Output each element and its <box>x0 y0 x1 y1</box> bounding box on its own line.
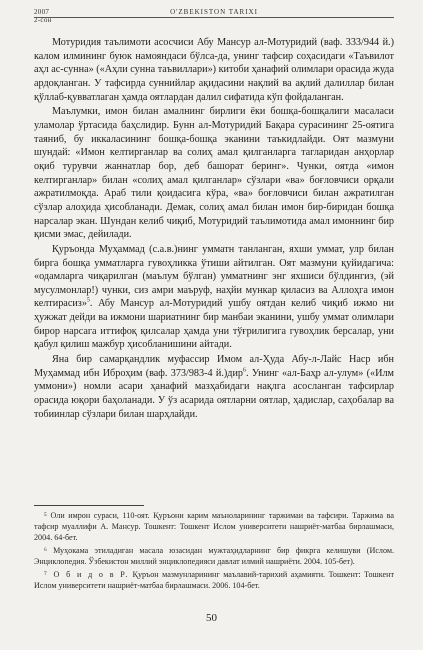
footnote-6: ⁶ Муҳокама этиладиган масала юзасидан мужтаҳидларнинг бир фикрга келишуви (Ислом. Энциклопедия. Ўзбекистон миллий энциклопедияси давлат илмий нашриёти. 2004. 105-бет). <box>34 546 394 566</box>
paragraph-3-text-b: . Абу Мансур ал-Мотуридий ушбу оятдан келиб чиқиб ижмо ни ҳужжат дейди ва ижмони шариатнинг бир манбаи эканини, ушбу уммат олимлари бирор нарсага иттифоқ қилсалар ҳамда уни тўғрилигига гувоҳлик берсалар, уни қабул қилиш мажбур ҳисобланишини айтади. <box>34 298 394 351</box>
paragraph-1: Мотуридия таълимоти асосчиси Абу Мансур ал-Мотуридий (ваф. 333/944 й.) калом илмининг буюк намояндаси бўлса-да, унинг тафсир соҳасидаги «Таъвилот аҳл ас-сунна» («Аҳли сунна таъвиллари») китоби ҳанафий олимлари орасида жуда ардоқланган. У тафсирда суннийлар ақидасини нақлий ва ақлий далиллар билан қўллаб-қувватлаган ҳамда оятлардан далил сифатида кўп фойдаланган. <box>34 37 395 103</box>
header-year: 2007 <box>34 8 50 16</box>
page-header <box>34 8 394 24</box>
footnote-ref-6[interactable]: 6 <box>243 367 247 374</box>
footnote-7-text: Қуръон мазмунларининг маълавий-тарихий аҳамияти. Тошкент: Тошкент Ислом университети нашриёт-матбаа бирлашмаси. 2006. 104-бет. <box>34 570 394 590</box>
paragraph-4-text-a: Яна бир самарқандлик муфассир Имом ал-Ҳуда Абу-л-Лайс Наср ибн Муҳаммад ибн Иброҳим (ваф. 373/983-4 й.)дир <box>34 354 394 379</box>
header-rule <box>34 17 394 18</box>
footnote-5: ⁵ Оли имрон сураси, 110-оят. Қуръони карим маъноларининг таржимаи ва тафсири. Таржима ва тафсир муаллифи А. Мансур. Тошкент: Тошкент Ислом университети нашриёт-матбаа бирлашмаси, 2004. 64-бет. <box>34 511 394 542</box>
paragraph-4 <box>34 353 394 421</box>
footnote-7 <box>34 569 394 591</box>
paragraph-4-text-b: . Унинг «ал-Баҳр ал-улум» («Илм уммони») номли асари ҳанафий мазҳабидаги нақлга асосланган тафсирлар орасида юқори баҳоланади. У ўз асарида оятларни оятлар, ҳадислар, саҳобалар ва тобиинлар сўзлари билан шарҳлайди. <box>34 367 394 420</box>
footnote-ref-5[interactable]: 5 <box>86 298 90 305</box>
footnotes <box>34 510 394 593</box>
paragraph-2: Маълумки, имон билан амалнинг бирлиги ёки бошқа-бошқалиги масаласи уламолар ўртасида баҳслидир. Бунн ал-Мотуридий Бақара сурасининг 25-оятига таяниб, бу иккаласининг бошқа-бошқа эканини таъкидлайди. Оят мазмуни шундай: «Имон келтирганлар ва солиҳ амал қилганларга тагларидан анҳорлар оқиб турувчи жаннатлар бор, деб башорат беринг». Чунки, оятда «имон келтирганлар» билан «солиҳ амал қилганлар» сўзлари «ва» боғловчиси орқали ажратилмоқда. Араб тили қоидасига кўра, «ва» боғловчиси билан ажратилган сўзлар алоҳида ҳисобланади. Демак, солиҳ амал билан имон бир-биридан бошқа нарсалар экан. Шундан келиб чиқиб, Мотуридий таълимотида амал имоннинг бир қисми эмас, дейилади. <box>34 106 394 241</box>
footnote-rule <box>34 505 144 506</box>
running-title: O'ZBEKISTON TARIXI <box>170 8 258 16</box>
footnote-7-author: ⁷ О б и д о в Р. <box>44 570 129 579</box>
header-issue: 2-сон <box>34 16 52 24</box>
paragraph-3-text-a: Қуръонда Муҳаммад (с.а.в.)нинг умматн танланган, яхши уммат, улр билан бирга бошқа умматларга гувоҳликка ўтиши айтилган. Оят мазмуни қуйидагича: «одамларга чиқарилган (маълум бўлган) умматнинг энг яхшиси бўлдингиз, (эй мусулмонлар!) чунки, сиз амри маъруф, наҳйи мункар қиласиз ва Аллоҳга имон келтирасиз» <box>34 243 394 310</box>
paragraph-3 <box>34 243 394 352</box>
main-text <box>34 36 394 421</box>
page-number: 50 <box>206 612 217 624</box>
